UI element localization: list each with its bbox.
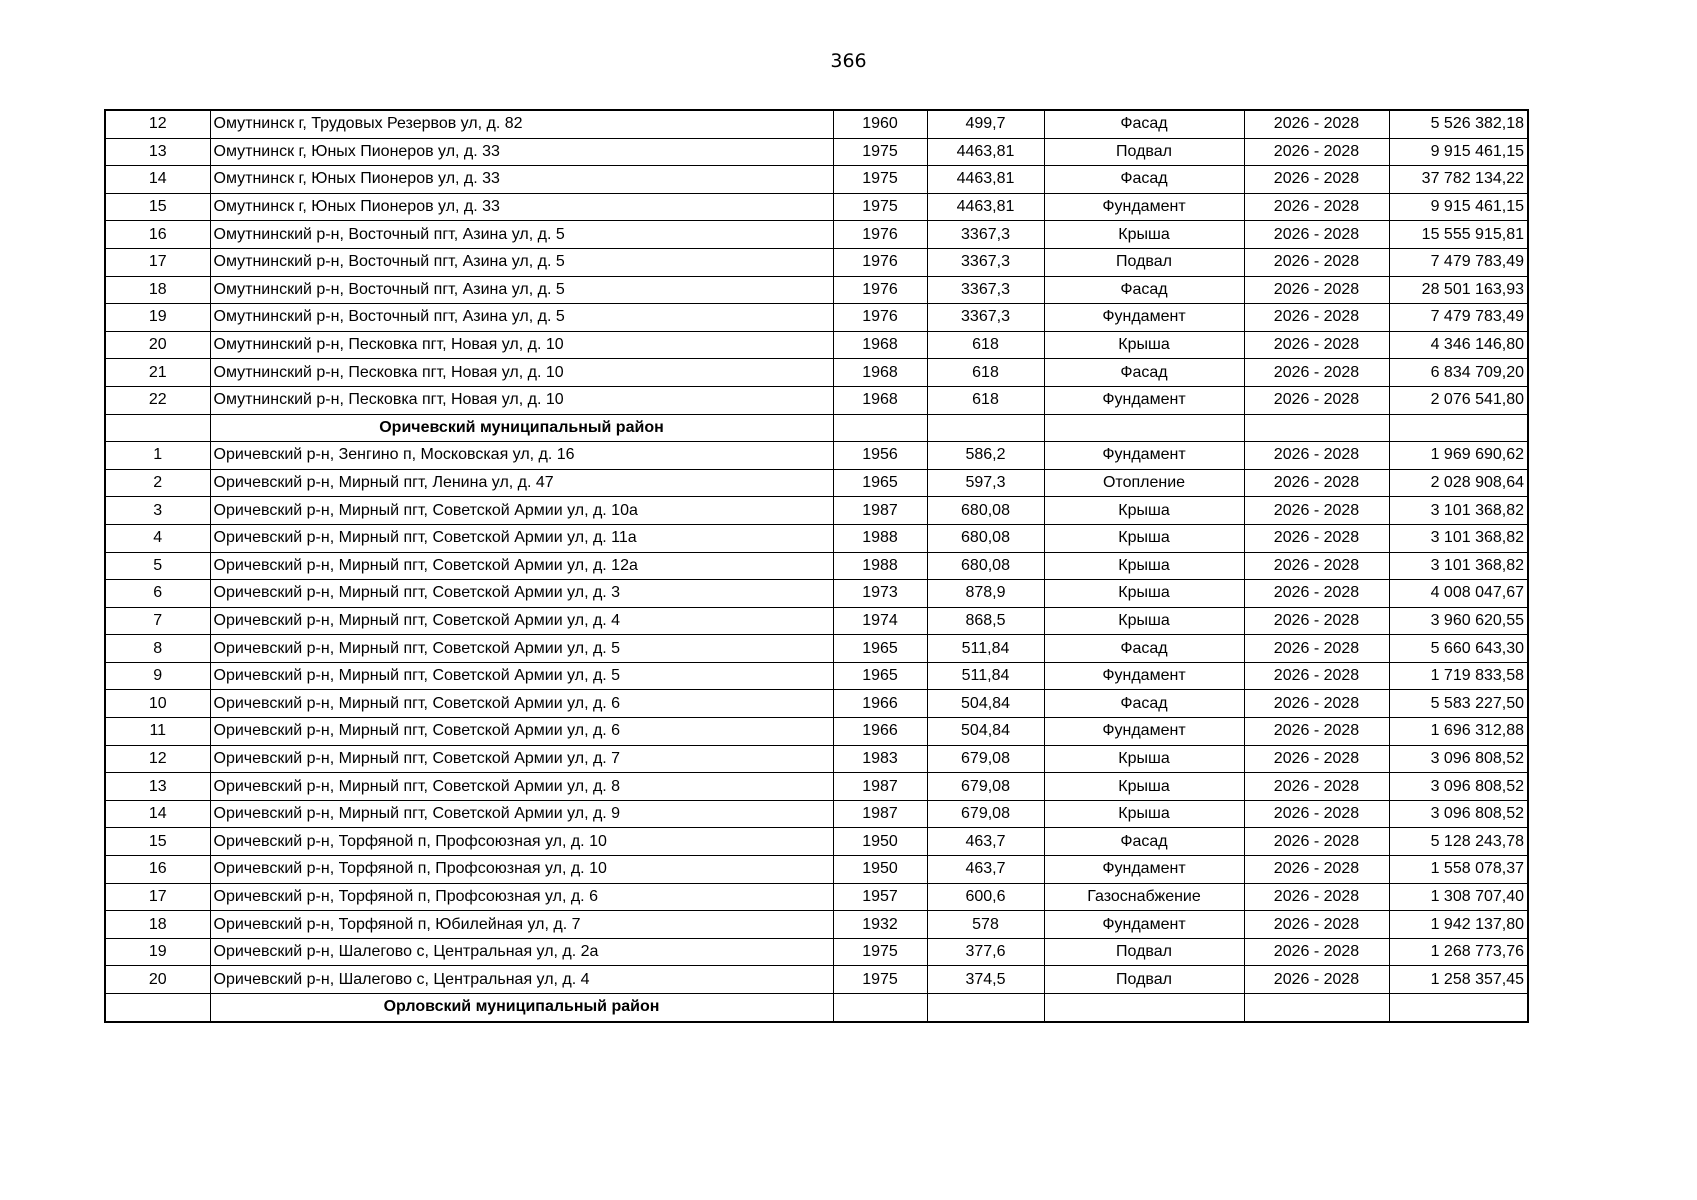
building-address: Оричевский р-н, Зенгино п, Московская ул, д. 16 [210,442,833,470]
building-address: Оричевский р-н, Мирный пгт, Советской Армии ул, д. 8 [210,773,833,801]
repair-work-type: Крыша [1044,331,1244,359]
construction-year: 1965 [833,635,927,663]
row-number: 1 [105,442,210,470]
repair-cost: 3 101 368,82 [1389,552,1528,580]
table-row [105,662,1528,690]
building-address: Оричевский р-н, Торфяной п, Юбилейная ул, д. 7 [210,911,833,939]
repair-cost: 9 915 461,15 [1389,138,1528,166]
repair-work-type: Отопление [1044,469,1244,497]
repair-cost: 1 258 357,45 [1389,966,1528,994]
table-row [105,276,1528,304]
row-number: 11 [105,718,210,746]
table-row [105,331,1528,359]
row-number: 20 [105,331,210,359]
repair-cost: 9 915 461,15 [1389,193,1528,221]
table-row [105,138,1528,166]
repair-work-type: Фундамент [1044,442,1244,470]
building-area: 600,6 [927,883,1044,911]
row-number: 7 [105,607,210,635]
building-area: 4463,81 [927,193,1044,221]
table-row [105,359,1528,387]
building-area: 679,08 [927,800,1044,828]
row-number: 22 [105,386,210,414]
row-number: 15 [105,193,210,221]
building-address: Оричевский р-н, Мирный пгт, Советской Армии ул, д. 6 [210,690,833,718]
construction-year: 1950 [833,856,927,884]
repair-cost: 2 028 908,64 [1389,469,1528,497]
repair-work-type: Крыша [1044,580,1244,608]
row-number: 15 [105,828,210,856]
table-row [105,690,1528,718]
repair-period: 2026 - 2028 [1244,221,1389,249]
repair-period: 2026 - 2028 [1244,607,1389,635]
building-area: 878,9 [927,580,1044,608]
building-area: 463,7 [927,828,1044,856]
repair-period: 2026 - 2028 [1244,800,1389,828]
construction-year: 1975 [833,138,927,166]
table-row [105,469,1528,497]
row-number: 13 [105,138,210,166]
construction-year: 1968 [833,386,927,414]
building-area: 679,08 [927,745,1044,773]
building-address: Оричевский р-н, Мирный пгт, Советской Армии ул, д. 9 [210,800,833,828]
repair-work-type: Газоснабжение [1044,883,1244,911]
table-row [105,718,1528,746]
empty-cell [833,994,927,1022]
table-row [105,745,1528,773]
repair-period: 2026 - 2028 [1244,138,1389,166]
construction-year: 1987 [833,800,927,828]
building-area: 680,08 [927,497,1044,525]
table-row [105,773,1528,801]
empty-cell [105,414,210,442]
construction-year: 1975 [833,966,927,994]
construction-year: 1950 [833,828,927,856]
repair-period: 2026 - 2028 [1244,469,1389,497]
building-address: Оричевский р-н, Мирный пгт, Советской Армии ул, д. 5 [210,635,833,663]
repair-work-type: Крыша [1044,221,1244,249]
empty-cell [1044,994,1244,1022]
construction-year: 1968 [833,331,927,359]
repair-cost: 4 346 146,80 [1389,331,1528,359]
repair-work-type: Фасад [1044,635,1244,663]
building-area: 679,08 [927,773,1044,801]
repair-cost: 3 096 808,52 [1389,745,1528,773]
repair-period: 2026 - 2028 [1244,276,1389,304]
construction-year: 1976 [833,276,927,304]
building-area: 504,84 [927,690,1044,718]
building-area: 504,84 [927,718,1044,746]
row-number: 20 [105,966,210,994]
building-area: 680,08 [927,524,1044,552]
repair-work-type: Подвал [1044,938,1244,966]
construction-year: 1983 [833,745,927,773]
repair-period: 2026 - 2028 [1244,828,1389,856]
repair-period: 2026 - 2028 [1244,386,1389,414]
row-number: 2 [105,469,210,497]
repair-period: 2026 - 2028 [1244,331,1389,359]
repair-period: 2026 - 2028 [1244,110,1389,138]
building-address: Оричевский р-н, Мирный пгт, Советской Армии ул, д. 11а [210,524,833,552]
repair-work-type: Крыша [1044,552,1244,580]
repair-cost: 6 834 709,20 [1389,359,1528,387]
table-row [105,248,1528,276]
building-address: Омутнинск г, Трудовых Резервов ул, д. 82 [210,110,833,138]
table-row [105,110,1528,138]
table-row [105,966,1528,994]
repair-cost: 1 558 078,37 [1389,856,1528,884]
repair-work-type: Фасад [1044,276,1244,304]
building-area: 618 [927,386,1044,414]
construction-year: 1976 [833,304,927,332]
building-area: 578 [927,911,1044,939]
repair-work-type: Крыша [1044,800,1244,828]
repair-cost: 5 660 643,30 [1389,635,1528,663]
building-area: 511,84 [927,662,1044,690]
repair-period: 2026 - 2028 [1244,911,1389,939]
repair-work-type: Подвал [1044,248,1244,276]
row-number: 14 [105,166,210,194]
table-row [105,911,1528,939]
row-number: 17 [105,883,210,911]
construction-year: 1975 [833,938,927,966]
construction-year: 1987 [833,497,927,525]
empty-cell [1244,994,1389,1022]
construction-year: 1968 [833,359,927,387]
row-number: 13 [105,773,210,801]
building-area: 618 [927,359,1044,387]
table-row [105,304,1528,332]
construction-year: 1975 [833,193,927,221]
repair-work-type: Крыша [1044,497,1244,525]
table-row [105,386,1528,414]
table-row [105,497,1528,525]
repair-period: 2026 - 2028 [1244,635,1389,663]
repair-work-type: Подвал [1044,966,1244,994]
empty-cell [1044,414,1244,442]
repair-period: 2026 - 2028 [1244,966,1389,994]
repair-cost: 5 583 227,50 [1389,690,1528,718]
building-address: Оричевский р-н, Торфяной п, Профсоюзная ул, д. 10 [210,828,833,856]
repair-period: 2026 - 2028 [1244,359,1389,387]
row-number: 18 [105,276,210,304]
row-number: 12 [105,745,210,773]
building-area: 511,84 [927,635,1044,663]
construction-year: 1965 [833,662,927,690]
building-area: 586,2 [927,442,1044,470]
building-area: 499,7 [927,110,1044,138]
building-address: Оричевский р-н, Мирный пгт, Советской Армии ул, д. 12а [210,552,833,580]
row-number: 17 [105,248,210,276]
repair-period: 2026 - 2028 [1244,662,1389,690]
construction-year: 1965 [833,469,927,497]
repair-work-type: Фундамент [1044,662,1244,690]
building-address: Оричевский р-н, Мирный пгт, Советской Армии ул, д. 10а [210,497,833,525]
repair-cost: 1 696 312,88 [1389,718,1528,746]
building-address: Оричевский р-н, Торфяной п, Профсоюзная ул, д. 10 [210,856,833,884]
building-address: Омутнинский р-н, Восточный пгт, Азина ул, д. 5 [210,276,833,304]
repair-period: 2026 - 2028 [1244,580,1389,608]
building-address: Оричевский р-н, Мирный пгт, Советской Армии ул, д. 4 [210,607,833,635]
repair-cost: 3 101 368,82 [1389,497,1528,525]
construction-year: 1960 [833,110,927,138]
construction-year: 1973 [833,580,927,608]
repair-work-type: Фасад [1044,359,1244,387]
building-area: 3367,3 [927,276,1044,304]
repair-schedule-table [104,109,1529,1023]
construction-year: 1966 [833,718,927,746]
building-area: 3367,3 [927,221,1044,249]
empty-cell [105,994,210,1022]
table-row [105,856,1528,884]
district-heading: Орловский муниципальный район [210,994,833,1022]
repair-cost: 1 969 690,62 [1389,442,1528,470]
building-address: Оричевский р-н, Мирный пгт, Советской Армии ул, д. 3 [210,580,833,608]
construction-year: 1988 [833,552,927,580]
repair-work-type: Крыша [1044,745,1244,773]
row-number: 9 [105,662,210,690]
repair-cost: 28 501 163,93 [1389,276,1528,304]
empty-cell [1389,414,1528,442]
empty-cell [833,414,927,442]
building-area: 680,08 [927,552,1044,580]
repair-work-type: Фундамент [1044,911,1244,939]
building-address: Омутнинский р-н, Восточный пгт, Азина ул, д. 5 [210,221,833,249]
row-number: 18 [105,911,210,939]
construction-year: 1974 [833,607,927,635]
repair-cost: 15 555 915,81 [1389,221,1528,249]
building-address: Омутнинский р-н, Песковка пгт, Новая ул, д. 10 [210,386,833,414]
table-row [105,524,1528,552]
construction-year: 1975 [833,166,927,194]
building-address: Оричевский р-н, Торфяной п, Профсоюзная ул, д. 6 [210,883,833,911]
row-number: 19 [105,304,210,332]
table-row [105,166,1528,194]
empty-cell [927,994,1044,1022]
district-heading-row [105,414,1528,442]
repair-period: 2026 - 2028 [1244,497,1389,525]
district-heading-row [105,994,1528,1022]
repair-cost: 4 008 047,67 [1389,580,1528,608]
table-row [105,883,1528,911]
repair-period: 2026 - 2028 [1244,938,1389,966]
building-area: 4463,81 [927,138,1044,166]
table-row [105,580,1528,608]
repair-period: 2026 - 2028 [1244,745,1389,773]
building-area: 618 [927,331,1044,359]
repair-work-type: Фасад [1044,110,1244,138]
repair-work-type: Крыша [1044,607,1244,635]
building-address: Оричевский р-н, Шалегово с, Центральная ул, д. 4 [210,966,833,994]
building-address: Оричевский р-н, Шалегово с, Центральная ул, д. 2а [210,938,833,966]
table-body [105,110,1528,1022]
repair-cost: 7 479 783,49 [1389,304,1528,332]
repair-period: 2026 - 2028 [1244,718,1389,746]
building-address: Оричевский р-н, Мирный пгт, Ленина ул, д. 47 [210,469,833,497]
building-area: 374,5 [927,966,1044,994]
repair-period: 2026 - 2028 [1244,524,1389,552]
row-number: 21 [105,359,210,387]
repair-cost: 3 096 808,52 [1389,800,1528,828]
repair-cost: 5 128 243,78 [1389,828,1528,856]
construction-year: 1976 [833,221,927,249]
repair-work-type: Фасад [1044,166,1244,194]
row-number: 4 [105,524,210,552]
district-heading: Оричевский муниципальный район [210,414,833,442]
row-number: 5 [105,552,210,580]
empty-cell [1389,994,1528,1022]
table-row [105,607,1528,635]
building-address: Оричевский р-н, Мирный пгт, Советской Армии ул, д. 5 [210,662,833,690]
row-number: 6 [105,580,210,608]
empty-cell [1244,414,1389,442]
construction-year: 1987 [833,773,927,801]
repair-cost: 1 308 707,40 [1389,883,1528,911]
table-row [105,800,1528,828]
repair-work-type: Фундамент [1044,856,1244,884]
row-number: 12 [105,110,210,138]
repair-work-type: Фасад [1044,690,1244,718]
repair-cost: 1 942 137,80 [1389,911,1528,939]
building-address: Оричевский р-н, Мирный пгт, Советской Армии ул, д. 7 [210,745,833,773]
repair-cost: 7 479 783,49 [1389,248,1528,276]
row-number: 14 [105,800,210,828]
table-row [105,938,1528,966]
empty-cell [927,414,1044,442]
repair-period: 2026 - 2028 [1244,773,1389,801]
row-number: 16 [105,856,210,884]
row-number: 19 [105,938,210,966]
table-row [105,552,1528,580]
table-row [105,828,1528,856]
repair-work-type: Фундамент [1044,193,1244,221]
repair-work-type: Подвал [1044,138,1244,166]
repair-cost: 1 268 773,76 [1389,938,1528,966]
repair-period: 2026 - 2028 [1244,690,1389,718]
row-number: 10 [105,690,210,718]
building-address: Омутнинский р-н, Восточный пгт, Азина ул, д. 5 [210,304,833,332]
page-number: 366 [830,50,867,72]
repair-work-type: Фундамент [1044,304,1244,332]
repair-cost: 37 782 134,22 [1389,166,1528,194]
table-row [105,221,1528,249]
repair-period: 2026 - 2028 [1244,304,1389,332]
building-area: 3367,3 [927,248,1044,276]
repair-cost: 2 076 541,80 [1389,386,1528,414]
construction-year: 1988 [833,524,927,552]
construction-year: 1976 [833,248,927,276]
repair-work-type: Фундамент [1044,718,1244,746]
repair-period: 2026 - 2028 [1244,248,1389,276]
repair-period: 2026 - 2028 [1244,442,1389,470]
row-number: 16 [105,221,210,249]
repair-cost: 5 526 382,18 [1389,110,1528,138]
repair-cost: 3 096 808,52 [1389,773,1528,801]
repair-cost: 1 719 833,58 [1389,662,1528,690]
repair-period: 2026 - 2028 [1244,883,1389,911]
repair-period: 2026 - 2028 [1244,166,1389,194]
building-area: 597,3 [927,469,1044,497]
building-address: Омутнинск г, Юных Пионеров ул, д. 33 [210,193,833,221]
construction-year: 1966 [833,690,927,718]
repair-work-type: Фундамент [1044,386,1244,414]
table-row [105,193,1528,221]
table-row [105,635,1528,663]
repair-cost: 3 960 620,55 [1389,607,1528,635]
row-number: 8 [105,635,210,663]
repair-period: 2026 - 2028 [1244,856,1389,884]
building-address: Оричевский р-н, Мирный пгт, Советской Армии ул, д. 6 [210,718,833,746]
repair-work-type: Фасад [1044,828,1244,856]
building-area: 868,5 [927,607,1044,635]
repair-cost: 3 101 368,82 [1389,524,1528,552]
construction-year: 1956 [833,442,927,470]
repair-work-type: Крыша [1044,773,1244,801]
building-area: 3367,3 [927,304,1044,332]
building-address: Омутнинский р-н, Песковка пгт, Новая ул, д. 10 [210,331,833,359]
repair-work-type: Крыша [1044,524,1244,552]
repair-period: 2026 - 2028 [1244,552,1389,580]
building-address: Омутнинск г, Юных Пионеров ул, д. 33 [210,166,833,194]
building-area: 377,6 [927,938,1044,966]
row-number: 3 [105,497,210,525]
building-area: 463,7 [927,856,1044,884]
building-area: 4463,81 [927,166,1044,194]
table-row [105,442,1528,470]
building-address: Омутнинск г, Юных Пионеров ул, д. 33 [210,138,833,166]
construction-year: 1932 [833,911,927,939]
repair-period: 2026 - 2028 [1244,193,1389,221]
construction-year: 1957 [833,883,927,911]
building-address: Омутнинский р-н, Восточный пгт, Азина ул, д. 5 [210,248,833,276]
building-address: Омутнинский р-н, Песковка пгт, Новая ул, д. 10 [210,359,833,387]
